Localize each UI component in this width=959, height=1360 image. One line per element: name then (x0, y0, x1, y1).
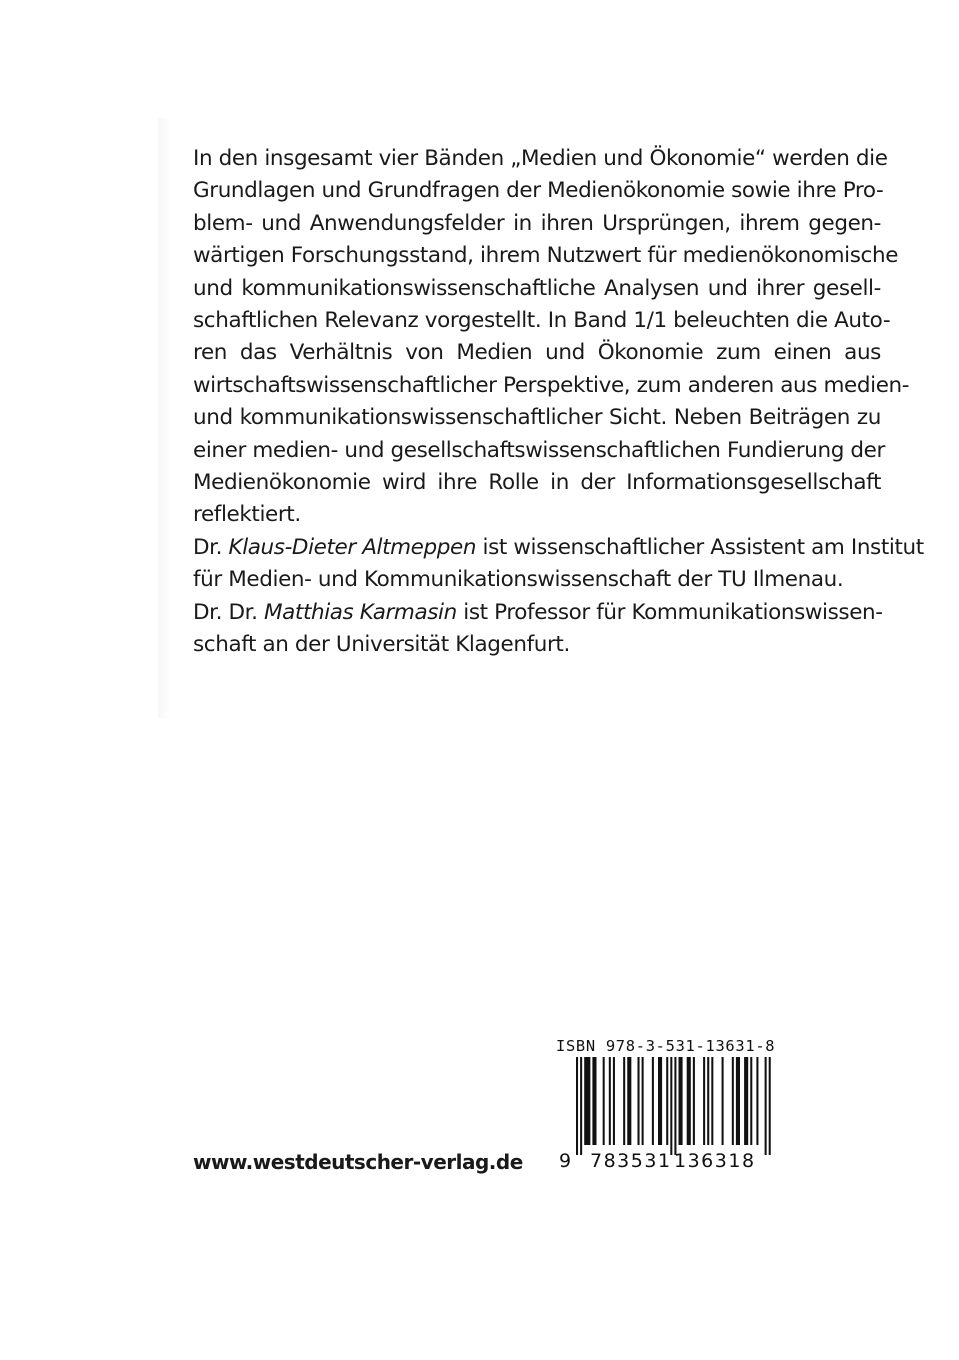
description-line: ren das Verhältnis von Medien und Ökonomie zum einen aus (193, 340, 881, 366)
description-line: und kommunikationswissenschaftliche Analysen und ihrer gesell- (193, 275, 881, 301)
barcode-graphic (556, 1055, 776, 1175)
description-line: und kommunikationswissenschaftlicher Sicht. Neben Beiträgen zu (193, 405, 881, 431)
barcode-guard-bar (674, 1057, 676, 1155)
barcode-bar (613, 1057, 615, 1145)
bio-text: ist Professor für Kommunikationswissen- (456, 599, 883, 625)
bio-line (193, 597, 881, 629)
barcode-bar (711, 1057, 713, 1145)
author-name: Matthias Karmasin (263, 599, 457, 625)
barcode-bar (722, 1057, 724, 1145)
barcode-bar (638, 1057, 640, 1145)
bio-line: schaft an der Universität Klagenfurt. (193, 632, 570, 658)
barcode-bar (732, 1057, 734, 1145)
description-line: einer medien- und gesellschaftswissenschaftlichen Fundierung der (193, 437, 885, 463)
barcode-bar (679, 1057, 683, 1145)
author-name: Klaus-Dieter Altmeppen (228, 534, 477, 560)
description-line: reflektiert. (193, 502, 301, 528)
page-edge-shadow (158, 118, 172, 718)
barcode-digit-first: 9 (559, 1150, 572, 1172)
barcode-bar (642, 1057, 644, 1145)
description-line: blem- und Anwendungsfelder in ihren Ursprüngen, ihrem gegen- (193, 210, 881, 236)
barcode-guard-bar (769, 1057, 771, 1155)
description-line: wärtigen Forschungsstand, ihrem Nutzwert für medienökonomische (193, 243, 899, 269)
description-line: Grundlagen und Grundfragen der Medienökonomie sowie ihre Pro- (193, 178, 884, 204)
bio-title: Dr. (193, 534, 229, 560)
barcode-bar (652, 1057, 654, 1145)
bio-text: ist wissenschaftlicher Assistent am Institut (476, 534, 924, 560)
barcode-bar (693, 1057, 695, 1145)
bio-line (193, 532, 924, 564)
barcode-digits-left: 783531 (590, 1150, 672, 1172)
barcode-bar (744, 1057, 748, 1145)
barcode-bar (584, 1057, 590, 1145)
isbn-label: ISBN 978-3-531-13631-8 (556, 1037, 776, 1055)
barcode-bar (703, 1057, 705, 1145)
barcode-bar (707, 1057, 709, 1145)
barcode-bar (627, 1057, 631, 1145)
description-line: In den insgesamt vier Bänden „Medien und Ökonomie“ werden die (193, 146, 888, 171)
barcode-bar (666, 1057, 668, 1145)
barcode-bar (603, 1057, 605, 1145)
bio-line: für Medien- und Kommunikationswissenschaft der TU Ilmenau. (193, 567, 844, 593)
description-line: wirtschaftswissenschaftlicher Perspektive, zum anderen aus medien- (193, 372, 910, 398)
text-block (193, 143, 924, 662)
barcode-bar (609, 1057, 611, 1145)
publisher-url[interactable]: www.westdeutscher-verlag.de (193, 1150, 523, 1174)
barcode-bar (658, 1057, 662, 1145)
bio-title: Dr. Dr. (193, 599, 264, 625)
author-bio-altmeppen (193, 532, 924, 597)
barcode-guard-bar (576, 1057, 578, 1155)
isbn-barcode (556, 1055, 776, 1175)
barcode-guard-bar (580, 1057, 582, 1155)
barcode-guard-bar (765, 1057, 767, 1155)
description-paragraph (193, 143, 910, 532)
barcode-bars (576, 1057, 771, 1155)
barcode-bar (756, 1057, 758, 1145)
barcode-digits-right: 136318 (674, 1150, 756, 1172)
barcode-bar (623, 1057, 625, 1145)
description-line: schaftlichen Relevanz vorgestellt. In Band 1/1 beleuchten die Auto- (193, 308, 891, 334)
author-bio-karmasin (193, 597, 881, 662)
barcode-bar (750, 1057, 752, 1145)
barcode-bar (592, 1057, 596, 1145)
barcode-bar (687, 1057, 691, 1145)
description-line: Medienökonomie wird ihre Rolle in der Informationsgesellschaft (193, 470, 881, 496)
barcode-guard-bar (670, 1057, 672, 1155)
barcode-bar (736, 1057, 740, 1145)
